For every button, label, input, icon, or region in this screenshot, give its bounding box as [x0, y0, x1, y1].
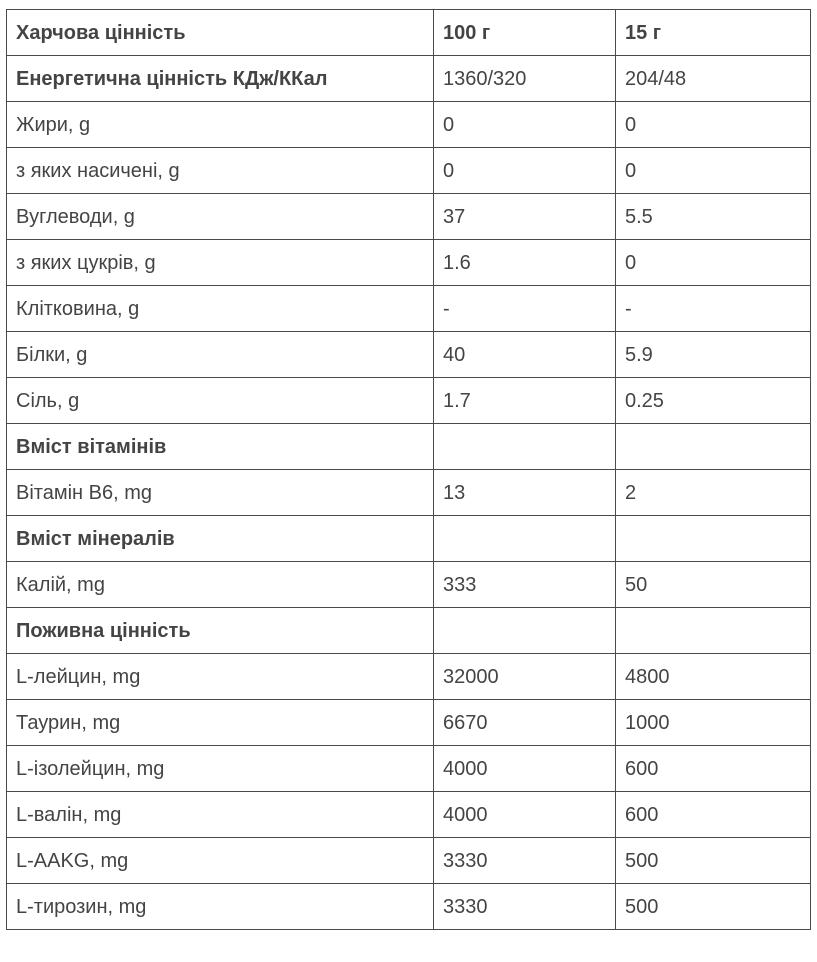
- table-row: [7, 792, 811, 838]
- nutrient-name-cell: Білки, g: [7, 332, 434, 378]
- nutrient-name-cell: L-валін, mg: [7, 792, 434, 838]
- per-100g-cell: 1.7: [434, 378, 616, 424]
- per-100g-cell: 1360/320: [434, 56, 616, 102]
- nutrient-name-cell: Харчова цінність: [7, 10, 434, 56]
- table-row: [7, 240, 811, 286]
- per-serving-cell: 600: [616, 746, 811, 792]
- nutrition-table: [6, 9, 811, 930]
- nutrient-name-cell: з яких насичені, g: [7, 148, 434, 194]
- per-100g-cell: 333: [434, 562, 616, 608]
- per-serving-cell: 204/48: [616, 56, 811, 102]
- per-serving-cell: 4800: [616, 654, 811, 700]
- table-row: [7, 424, 811, 470]
- nutrient-name-cell: Поживна цінність: [7, 608, 434, 654]
- per-100g-cell: 6670: [434, 700, 616, 746]
- per-100g-cell: 3330: [434, 838, 616, 884]
- per-100g-cell: 100 г: [434, 10, 616, 56]
- table-row: [7, 286, 811, 332]
- table-row: [7, 884, 811, 930]
- table-row: [7, 700, 811, 746]
- nutrient-name-cell: L-AAKG, mg: [7, 838, 434, 884]
- per-serving-cell: [616, 516, 811, 562]
- per-100g-cell: 3330: [434, 884, 616, 930]
- per-serving-cell: 50: [616, 562, 811, 608]
- table-row: [7, 194, 811, 240]
- per-serving-cell: 0: [616, 148, 811, 194]
- table-row: [7, 608, 811, 654]
- per-serving-cell: 0: [616, 240, 811, 286]
- table-row: [7, 746, 811, 792]
- per-100g-cell: 0: [434, 148, 616, 194]
- nutrient-name-cell: Вміст мінералів: [7, 516, 434, 562]
- table-row: [7, 102, 811, 148]
- per-100g-cell: 37: [434, 194, 616, 240]
- table-row: [7, 332, 811, 378]
- per-serving-cell: 0: [616, 102, 811, 148]
- per-serving-cell: -: [616, 286, 811, 332]
- table-row: [7, 56, 811, 102]
- per-serving-cell: 1000: [616, 700, 811, 746]
- nutrient-name-cell: L-тирозин, mg: [7, 884, 434, 930]
- per-100g-cell: [434, 608, 616, 654]
- nutrient-name-cell: Калій, mg: [7, 562, 434, 608]
- table-header-row: [7, 10, 811, 56]
- nutrient-name-cell: L-ізолейцин, mg: [7, 746, 434, 792]
- nutrient-name-cell: з яких цукрів, g: [7, 240, 434, 286]
- table-row: [7, 654, 811, 700]
- per-100g-cell: [434, 516, 616, 562]
- per-serving-cell: 2: [616, 470, 811, 516]
- per-serving-cell: 500: [616, 884, 811, 930]
- nutrient-name-cell: Вітамін В6, mg: [7, 470, 434, 516]
- nutrient-name-cell: Таурин, mg: [7, 700, 434, 746]
- nutrition-table-body: [7, 10, 811, 930]
- table-row: [7, 378, 811, 424]
- per-100g-cell: [434, 424, 616, 470]
- per-100g-cell: 4000: [434, 746, 616, 792]
- nutrient-name-cell: L-лейцин, mg: [7, 654, 434, 700]
- nutrient-name-cell: Сіль, g: [7, 378, 434, 424]
- table-row: [7, 516, 811, 562]
- per-100g-cell: 1.6: [434, 240, 616, 286]
- per-100g-cell: 13: [434, 470, 616, 516]
- table-row: [7, 148, 811, 194]
- nutrient-name-cell: Вміст вітамінів: [7, 424, 434, 470]
- per-100g-cell: 32000: [434, 654, 616, 700]
- table-row: [7, 470, 811, 516]
- per-serving-cell: 500: [616, 838, 811, 884]
- nutrient-name-cell: Вуглеводи, g: [7, 194, 434, 240]
- nutrition-table-container: [6, 9, 811, 930]
- per-serving-cell: 15 г: [616, 10, 811, 56]
- per-100g-cell: 4000: [434, 792, 616, 838]
- per-100g-cell: 40: [434, 332, 616, 378]
- per-serving-cell: 600: [616, 792, 811, 838]
- per-serving-cell: [616, 608, 811, 654]
- per-serving-cell: 0.25: [616, 378, 811, 424]
- table-row: [7, 838, 811, 884]
- per-serving-cell: 5.5: [616, 194, 811, 240]
- nutrient-name-cell: Жири, g: [7, 102, 434, 148]
- per-100g-cell: 0: [434, 102, 616, 148]
- per-serving-cell: [616, 424, 811, 470]
- per-serving-cell: 5.9: [616, 332, 811, 378]
- nutrient-name-cell: Клітковина, g: [7, 286, 434, 332]
- nutrient-name-cell: Енергетична цінність КДж/ККал: [7, 56, 434, 102]
- per-100g-cell: -: [434, 286, 616, 332]
- table-row: [7, 562, 811, 608]
